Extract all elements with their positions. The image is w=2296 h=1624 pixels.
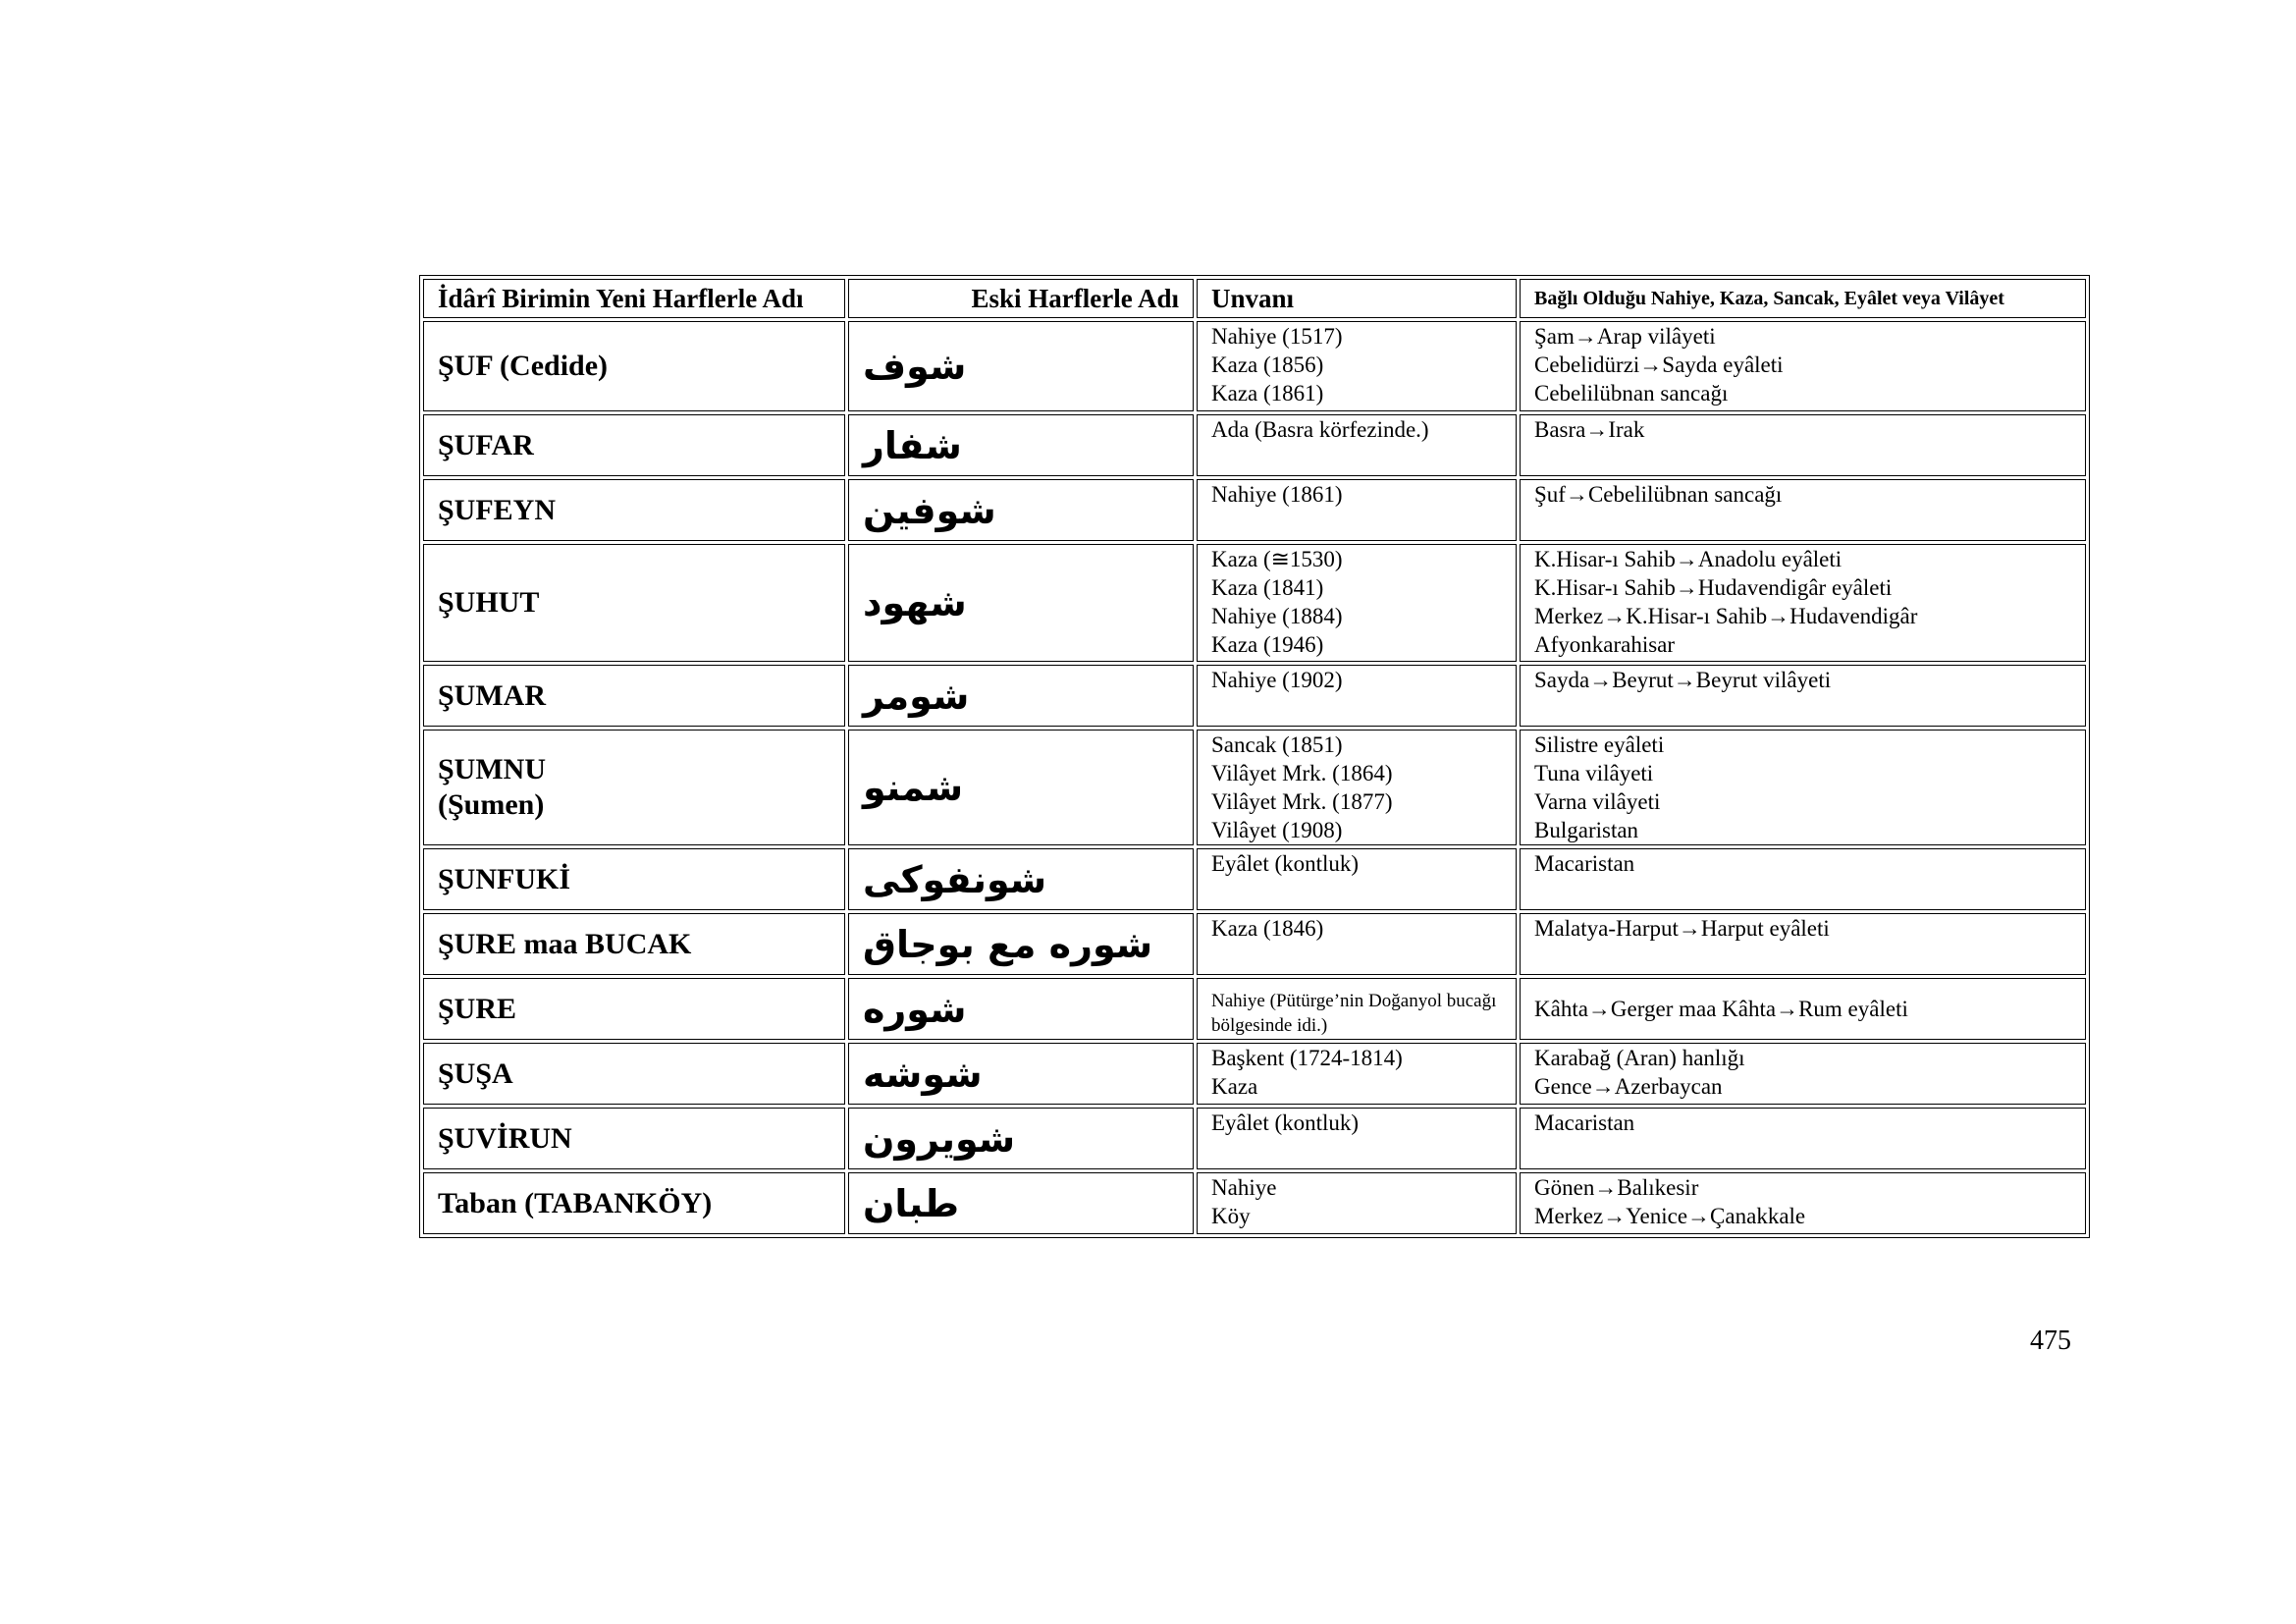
cell-parent-line: K.Hisar-ı Sahib→Hudavendigâr eyâleti [1534, 575, 1893, 600]
cell-title-line: Kaza (1841) [1211, 575, 1324, 600]
table-body [423, 321, 2086, 1234]
cell-title-line: Kaza (1856) [1211, 352, 1324, 377]
cell-parent-line: Bulgaristan [1534, 818, 1639, 842]
page-number: 475 [2030, 1326, 2071, 1356]
cell-parent [1520, 665, 2086, 727]
cell-old-name: شوشه [848, 1043, 1194, 1105]
table-row [423, 665, 2086, 727]
cell-name-line: ŞUMAR [438, 678, 546, 712]
cell-name [423, 978, 845, 1040]
cell-name [423, 1108, 845, 1169]
cell-title [1197, 978, 1517, 1040]
cell-title [1197, 1172, 1517, 1234]
cell-parent-line: Gence→Azerbaycan [1534, 1074, 1723, 1099]
cell-parent-line: Karabağ (Aran) hanlığı [1534, 1046, 1745, 1070]
cell-parent [1520, 978, 2086, 1040]
cell-name-line: ŞUF (Cedide) [438, 350, 609, 382]
cell-title [1197, 414, 1517, 476]
cell-name [423, 730, 845, 845]
cell-parent-line: Merkez→Yenice→Çanakkale [1534, 1204, 1806, 1228]
cell-title-line: Nahiye (Pütürge’nin Doğanyol bucağı bölgesinde idi.) [1211, 991, 1497, 1036]
cell-title [1197, 665, 1517, 727]
cell-parent [1520, 1108, 2086, 1169]
header-parent: Bağlı Olduğu Nahiye, Kaza, Sancak, Eyâlet veya Vilâyet [1520, 279, 2086, 318]
cell-title-line: Nahiye (1861) [1211, 482, 1343, 507]
cell-title [1197, 479, 1517, 541]
table-row [423, 848, 2086, 910]
cell-title-line: Nahiye (1884) [1211, 604, 1343, 628]
cell-name-line: ŞUNFUKİ [438, 862, 571, 895]
cell-name-line: ŞUVİRUN [438, 1121, 572, 1155]
cell-title-line: Kaza (1861) [1211, 381, 1324, 406]
cell-title-line: Nahiye (1902) [1211, 668, 1343, 692]
table-row [423, 730, 2086, 845]
cell-title [1197, 1043, 1517, 1105]
cell-name-line: ŞURE maa BUCAK [438, 927, 692, 960]
table-row [423, 321, 2086, 411]
cell-name-line: Taban (TABANKÖY) [438, 1186, 713, 1219]
cell-old-name: شويرون [848, 1108, 1194, 1169]
cell-name-line: ŞUHUT [438, 586, 540, 619]
header-name: İdârî Birimin Yeni Harflerle Adı [423, 279, 845, 318]
cell-title-line: Başkent (1724-1814) [1211, 1046, 1403, 1070]
cell-title-line: Vilâyet (1908) [1211, 818, 1343, 842]
cell-title-line: Kaza [1211, 1074, 1258, 1099]
cell-parent-line: Tuna vilâyeti [1534, 761, 1654, 785]
cell-name-line: ŞUFEYN [438, 493, 557, 526]
table-row [423, 1108, 2086, 1169]
cell-old-name: شوف [848, 321, 1194, 411]
cell-old-name: طبان [848, 1172, 1194, 1234]
cell-title-line: Nahiye [1211, 1175, 1277, 1200]
cell-parent-line: Basra→Irak [1534, 417, 1645, 442]
cell-parent [1520, 1043, 2086, 1105]
cell-old-name: شوره مع بوجاق [848, 913, 1194, 975]
header-title: Unvanı [1197, 279, 1517, 318]
cell-parent [1520, 1172, 2086, 1234]
cell-title [1197, 848, 1517, 910]
cell-title [1197, 321, 1517, 411]
cell-title-line: Kaza (1846) [1211, 916, 1324, 941]
table-row [423, 544, 2086, 662]
cell-parent-line: Cebelilübnan sancağı [1534, 381, 1729, 406]
table-row [423, 1172, 2086, 1234]
cell-name-line: ŞUMNU [438, 753, 546, 785]
cell-name [423, 479, 845, 541]
cell-name [423, 1172, 845, 1234]
cell-parent-line: Merkez→K.Hisar-ı Sahib→Hudavendigâr [1534, 604, 1918, 628]
cell-name-line: (Şumen) [438, 788, 545, 821]
cell-title [1197, 544, 1517, 662]
cell-name-line: ŞUFAR [438, 428, 534, 461]
cell-parent-line: Sayda→Beyrut→Beyrut vilâyeti [1534, 668, 1832, 692]
cell-parent-line: Kâhta→Gerger maa Kâhta→Rum eyâleti [1534, 997, 1908, 1021]
cell-name [423, 414, 845, 476]
cell-parent-line: Gönen→Balıkesir [1534, 1175, 1699, 1200]
cell-title-line: Köy [1211, 1204, 1251, 1228]
header-old-name: Eski Harflerle Adı [848, 279, 1194, 318]
cell-old-name: شفار [848, 414, 1194, 476]
cell-title [1197, 913, 1517, 975]
cell-name [423, 1043, 845, 1105]
cell-name-line: ŞUŞA [438, 1056, 513, 1090]
cell-title-line: Vilâyet Mrk. (1877) [1211, 789, 1393, 814]
cell-title-line: Eyâlet (kontluk) [1211, 1110, 1360, 1135]
cell-name [423, 665, 845, 727]
cell-parent-line: Cebelidürzi→Sayda eyâleti [1534, 352, 1784, 377]
cell-parent-line: Macaristan [1534, 1110, 1635, 1135]
cell-parent [1520, 479, 2086, 541]
cell-name [423, 913, 845, 975]
cell-old-name: شوفين [848, 479, 1194, 541]
cell-parent-line: Silistre eyâleti [1534, 732, 1665, 757]
cell-parent [1520, 544, 2086, 662]
cell-title-line: Sancak (1851) [1211, 732, 1343, 757]
cell-title-line: Ada (Basra körfezinde.) [1211, 417, 1429, 442]
cell-title-line: Kaza (1946) [1211, 632, 1324, 657]
cell-title-line: Eyâlet (kontluk) [1211, 851, 1360, 876]
cell-parent-line: Afyonkarahisar [1534, 632, 1676, 657]
cell-name-line: ŞURE [438, 992, 517, 1025]
cell-parent [1520, 730, 2086, 845]
cell-name [423, 544, 845, 662]
cell-parent-line: Malatya-Harput→Harput eyâleti [1534, 916, 1830, 941]
cell-old-name: شومر [848, 665, 1194, 727]
table-row [423, 1043, 2086, 1105]
table-row [423, 414, 2086, 476]
header-row [423, 279, 2086, 318]
cell-parent-line: Macaristan [1534, 851, 1635, 876]
cell-parent [1520, 321, 2086, 411]
data-table [419, 275, 2090, 1238]
cell-old-name: شوره [848, 978, 1194, 1040]
cell-name [423, 321, 845, 411]
cell-parent-line: K.Hisar-ı Sahib→Anadolu eyâleti [1534, 547, 1842, 571]
cell-old-name: شمنو [848, 730, 1194, 845]
cell-parent [1520, 414, 2086, 476]
cell-title [1197, 730, 1517, 845]
cell-title-line: Nahiye (1517) [1211, 324, 1343, 349]
cell-parent-line: Şam→Arap vilâyeti [1534, 324, 1716, 349]
table-row [423, 913, 2086, 975]
cell-parent-line: Şuf→Cebelilübnan sancağı [1534, 482, 1783, 507]
cell-parent [1520, 913, 2086, 975]
cell-old-name: شونفوكى [848, 848, 1194, 910]
table-row [423, 978, 2086, 1040]
cell-title [1197, 1108, 1517, 1169]
cell-title-line: Vilâyet Mrk. (1864) [1211, 761, 1393, 785]
cell-title-line: Kaza (≅1530) [1211, 547, 1343, 571]
cell-old-name: شهود [848, 544, 1194, 662]
cell-name [423, 848, 845, 910]
cell-parent-line: Varna vilâyeti [1534, 789, 1661, 814]
cell-parent [1520, 848, 2086, 910]
table-row [423, 479, 2086, 541]
